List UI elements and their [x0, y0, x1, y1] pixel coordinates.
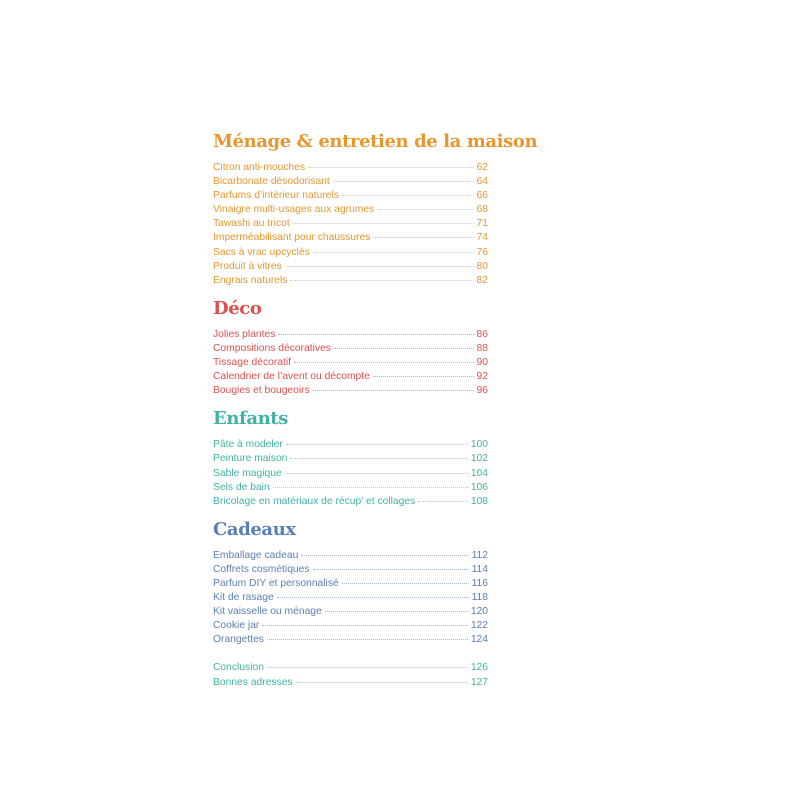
toc-entry[interactable]: [213, 549, 488, 563]
entry-page: 86: [476, 328, 488, 340]
dot-leader: [342, 195, 474, 196]
entry-list-cadeaux: [213, 549, 488, 648]
dot-leader: [290, 280, 473, 281]
section-title-deco: Déco: [213, 297, 262, 319]
entry-page: 104: [470, 467, 488, 479]
toc-entry[interactable]: [213, 231, 488, 245]
toc-entry[interactable]: [213, 467, 488, 481]
toc-entry-conclusion[interactable]: [213, 661, 488, 675]
entry-list-menage: [213, 161, 488, 288]
entry-page: 124: [470, 634, 488, 646]
entry-list-extras: [213, 661, 488, 689]
entry-list-enfants: [213, 438, 488, 508]
toc-entry[interactable]: [213, 246, 488, 260]
dot-leader: [373, 237, 473, 238]
dot-leader: [418, 501, 468, 502]
dot-leader: [373, 376, 474, 377]
toc-entry[interactable]: [213, 260, 488, 274]
dot-leader: [308, 167, 473, 168]
toc-entry[interactable]: [213, 577, 488, 591]
toc-entry[interactable]: [213, 619, 488, 633]
toc-entry[interactable]: [213, 217, 488, 231]
dot-leader: [267, 639, 468, 640]
entry-label: Parfum DIY et personnalisé: [213, 577, 339, 589]
entry-label: Conclusion: [213, 662, 264, 674]
dot-leader: [286, 444, 468, 445]
section-title-menage: Ménage & entretien de la maison: [213, 131, 538, 152]
section-title-cadeaux: Cadeaux: [213, 518, 296, 540]
entry-label: Peinture maison: [213, 453, 288, 465]
entry-page: 108: [470, 495, 488, 507]
entry-label: Bicarbonate désodorisant: [213, 176, 330, 188]
entry-label: Parfums d’intérieur naturels: [213, 190, 339, 202]
entry-label: Imperméabilisant pour chaussures: [213, 232, 371, 244]
section-cadeaux: [213, 519, 488, 648]
toc-entry[interactable]: [213, 370, 488, 384]
section-deco: [213, 298, 488, 398]
entry-label: Engrais naturels: [213, 274, 288, 286]
entry-label: Sacs à vrac upcyclés: [213, 246, 310, 258]
entry-label: Compositions décoratives: [213, 342, 331, 354]
toc-entry[interactable]: [213, 175, 488, 189]
dot-leader: [313, 390, 474, 391]
entry-label: Kit vaisselle ou ménage: [213, 606, 322, 618]
entry-label: Sels de bain: [213, 481, 270, 493]
entry-page: 82: [476, 274, 488, 286]
toc-entry[interactable]: [213, 563, 488, 577]
toc-entry[interactable]: [213, 384, 488, 398]
entry-page: 88: [476, 342, 488, 354]
entry-page: 120: [470, 606, 488, 618]
entry-page: 116: [471, 577, 488, 589]
dot-leader: [313, 252, 474, 253]
entry-label: Vinaigre multi-usages aux agrumes: [213, 204, 375, 216]
entry-page: 80: [476, 260, 488, 272]
toc-entry[interactable]: [213, 605, 488, 619]
dot-leader: [277, 597, 469, 598]
entry-label: Sable magique: [213, 467, 282, 479]
entry-label: Jolies plantes: [213, 328, 276, 340]
entry-page: 76: [476, 246, 488, 258]
entry-page: 96: [476, 385, 488, 397]
entry-label: Tawashi au tricot: [213, 218, 290, 230]
entry-label: Citron anti-mouches: [213, 162, 306, 173]
entry-label: Bonnes adresses: [213, 676, 293, 688]
dot-leader: [278, 334, 473, 335]
entry-page: 118: [471, 592, 488, 604]
dot-leader: [290, 458, 467, 459]
section-title-enfants: Enfants: [213, 408, 288, 430]
entry-label: Pâte à modeler: [213, 439, 283, 451]
entry-page: 68: [476, 204, 488, 216]
toc-entry[interactable]: [213, 203, 488, 217]
toc-entry[interactable]: [213, 189, 488, 203]
entry-label: Kit de rasage: [213, 592, 274, 604]
entry-page: 71: [476, 218, 488, 230]
dot-leader: [377, 209, 473, 210]
toc-entry[interactable]: [213, 328, 488, 342]
entry-page: 74: [476, 232, 488, 244]
entry-list-deco: [213, 328, 488, 398]
entry-label: Orangettes: [213, 634, 264, 646]
entry-page: 90: [476, 357, 488, 369]
toc-entry[interactable]: [213, 161, 488, 175]
entry-page: 100: [470, 439, 488, 451]
table-of-contents: [213, 131, 538, 690]
toc-entry[interactable]: [213, 438, 488, 452]
dot-leader: [333, 181, 474, 182]
entry-label: Bricolage en matériaux de récup’ et collages: [213, 495, 416, 507]
section-enfants: [213, 408, 488, 508]
entry-label: Cookie jar: [213, 620, 260, 632]
dot-leader: [293, 223, 474, 224]
entry-page: 102: [470, 453, 488, 465]
dot-leader: [267, 667, 468, 668]
entry-page: 106: [470, 481, 488, 493]
dot-leader: [296, 682, 468, 683]
entry-page: 114: [471, 563, 488, 575]
dot-leader: [273, 487, 468, 488]
toc-entry-bonnes-adresses[interactable]: [213, 676, 488, 690]
entry-label: Tissage décoratif: [213, 357, 292, 369]
entry-page: 92: [476, 371, 488, 383]
dot-leader: [313, 569, 469, 570]
entry-page: 122: [470, 620, 488, 632]
toc-entry[interactable]: [213, 633, 488, 647]
toc-entry[interactable]: [213, 495, 488, 509]
dot-leader: [301, 555, 468, 556]
entry-page: 127: [470, 676, 488, 688]
entry-page: 126: [470, 662, 488, 674]
entry-page: 66: [476, 190, 488, 202]
dot-leader: [325, 611, 468, 612]
dot-leader: [285, 473, 468, 474]
toc-entry[interactable]: [213, 356, 488, 370]
entry-page: 64: [476, 176, 488, 188]
entry-label: Bougies et bougeoirs: [213, 385, 310, 397]
section-menage: [213, 131, 538, 288]
entry-page: 62: [476, 162, 488, 173]
dot-leader: [285, 266, 474, 267]
dot-leader: [342, 583, 469, 584]
entry-page: 112: [471, 549, 488, 561]
entry-label: Produit à vitres: [213, 260, 282, 272]
dot-leader: [334, 348, 474, 349]
entry-label: Emballage cadeau: [213, 549, 299, 561]
toc-entry[interactable]: [213, 591, 488, 605]
toc-entry[interactable]: [213, 481, 488, 495]
toc-entry[interactable]: [213, 452, 488, 466]
dot-leader: [294, 362, 474, 363]
entry-label: Coffrets cosmétiques: [213, 563, 310, 575]
toc-entry[interactable]: [213, 274, 488, 288]
toc-entry[interactable]: [213, 342, 488, 356]
dot-leader: [262, 625, 467, 626]
entry-label: Calendrier de l’avent ou décompte: [213, 371, 370, 383]
